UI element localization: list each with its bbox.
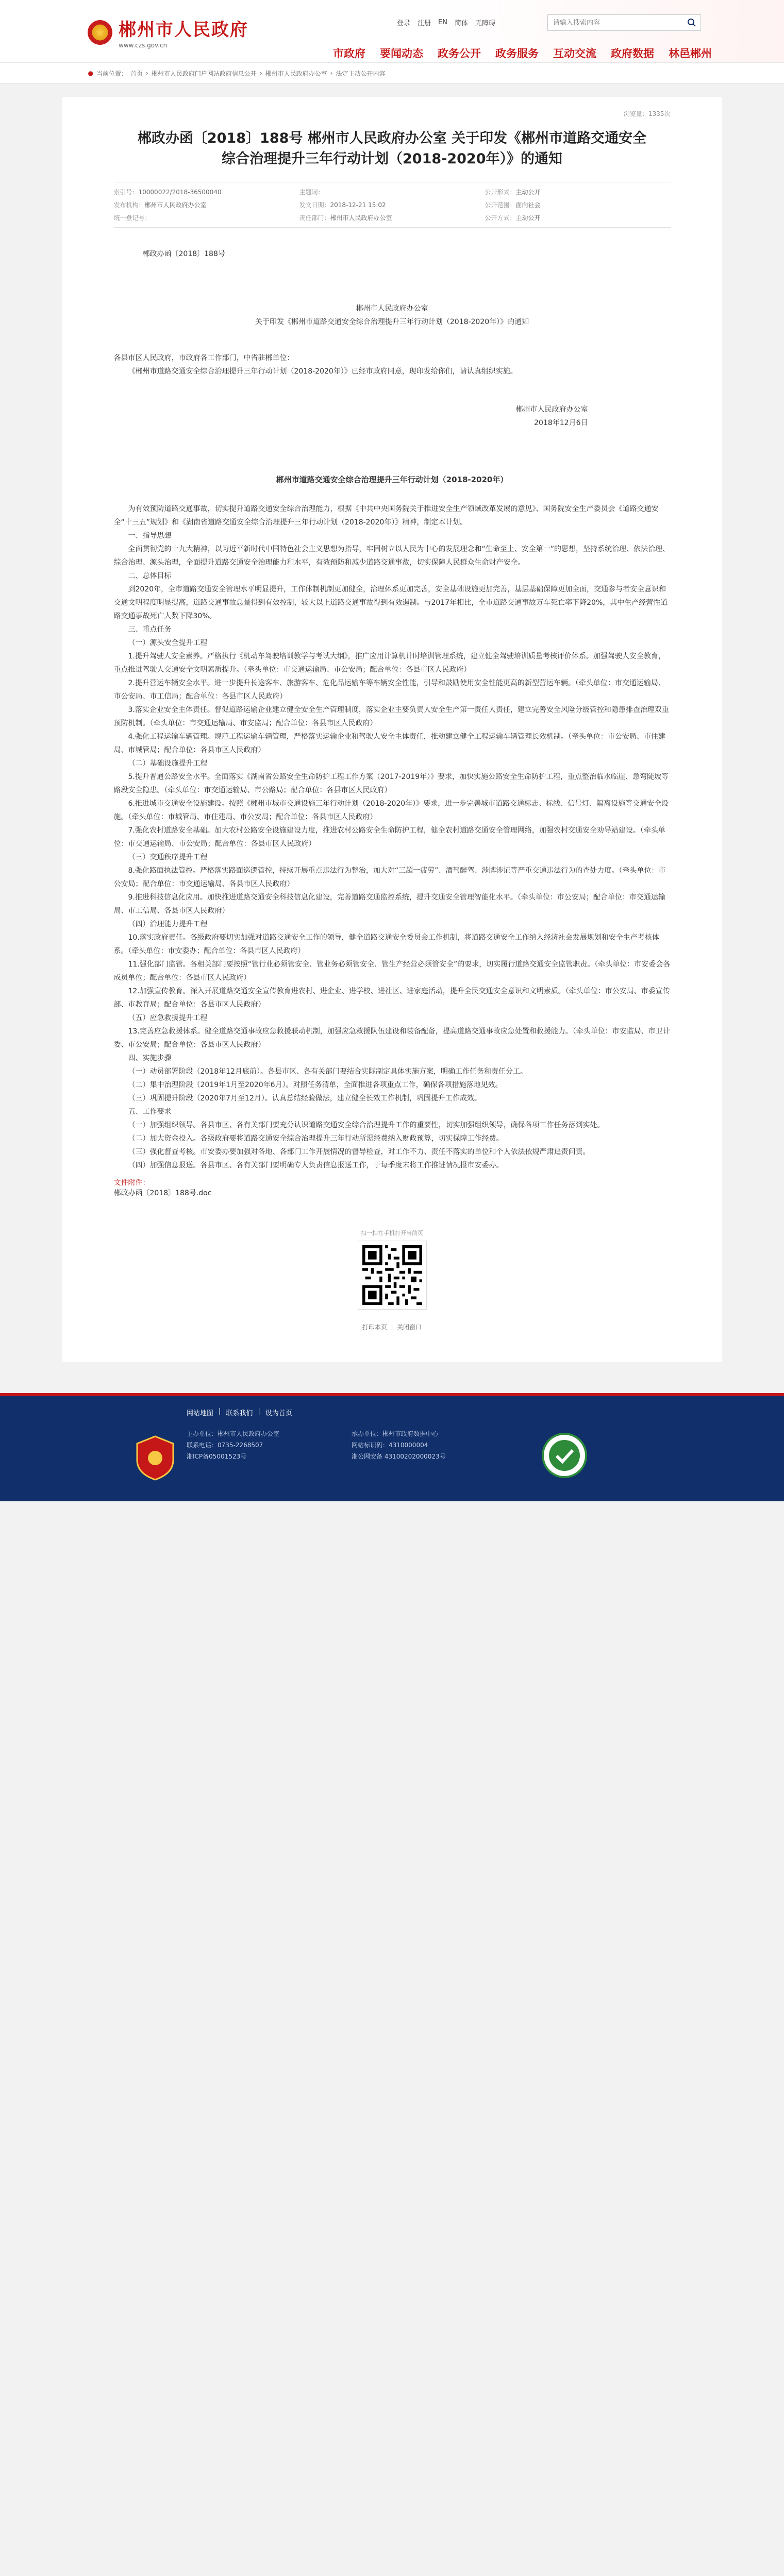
plan-paragraph: 2.提升营运车辆安全水平。进一步提升长途客车、旅游客车、危化品运输车等车辆安全性能，引导和鼓励使用安全性能更高的新型营运车辆。（牵头单位：市交通运输局、市公安局、市工信局；配合单位：各县市区人民政府）: [113, 679, 665, 701]
sign-org: 郴州市人民政府办公室: [515, 405, 588, 414]
footer-info-item[interactable]: 湘公网安备 43100202000023号: [352, 1453, 446, 1460]
footer-info-item[interactable]: 湘ICP备05001523号: [187, 1453, 247, 1460]
article-title: 郴政办函〔2018〕188号 郴州市人民政府办公室 关于印发《郴州市道路交通安全综合治理提升三年行动计划（2018-2020年）》的通知: [137, 130, 647, 167]
breadcrumb: ● 当前位置： 首页 › 郴州市人民政府门户网站政府信息公开 › 郴州市人民政府办公室 › 法定主动公开内容: [88, 70, 386, 77]
meta-key: 公开范围：: [485, 201, 516, 209]
site-domain: www.czs.gov.cn: [119, 42, 168, 49]
contact-link[interactable]: 联系我们: [226, 1410, 253, 1417]
plan-paragraph: 五、工作要求: [128, 1108, 172, 1116]
footer-info-item: 网站标识码：4310000004: [352, 1442, 428, 1449]
attachment-label: 文件附件：: [113, 1179, 150, 1187]
plan-paragraph: 6.推进城市交通安全设施建设。按照《郴州市城市交通设施三年行动计划（2018-2020年）》要求，进一步完善城市道路交通标志、标线、信号灯、隔离设施等交通安全设施。（牵头单位：市城管局、市住建局、市公安局；配合单位：各县市区人民政府）: [113, 800, 669, 821]
search-button[interactable]: [683, 15, 700, 30]
plan-paragraph: 二、总体目标: [128, 572, 172, 580]
plan-paragraph: （三）强化督查考核。市安委办要加强对各地、各部门工作开展情况的督导检查，对工作不力、责任不落实的单位和个人依法依规严肃追责问责。: [128, 1148, 590, 1156]
breadcrumb-item[interactable]: 法定主动公开内容: [336, 70, 386, 77]
main-nav: [333, 45, 712, 61]
close-window-button[interactable]: 关闭窗口: [397, 1324, 422, 1331]
signature: [114, 403, 671, 430]
party-gov-badge-icon[interactable]: [134, 1434, 176, 1482]
breadcrumb-item[interactable]: 郴州市人民政府办公室: [265, 70, 327, 77]
accessibility-link[interactable]: 无障碍: [475, 20, 496, 27]
meta-key: 发布机构：: [113, 201, 145, 209]
plan-paragraph: （一）加强组织领导。各县市区、各有关部门要充分认识道路交通安全综合治理提升工作的重要性，切实加强组织领导，确保各项工作任务落到实处。: [128, 1121, 605, 1129]
meta-value: 郴州市人民政府办公室: [144, 201, 207, 209]
plan-paragraph: 13.完善应急救援体系。健全道路交通事故应急救援联动机制，加强应急救援队伍建设和装备配备，提高道路交通事故应急处置和救援能力。（牵头单位：市安监局、市卫计委、市公安局；配合单位：各县市区人民政府）: [113, 1027, 670, 1049]
breadcrumb-bar: [0, 63, 784, 83]
set-homepage-link[interactable]: 设为首页: [265, 1410, 292, 1417]
plan-paragraph: 11.强化部门监管。各相关部门要按照“管行业必须管安全、管业务必须管安全、管生产经营必须管安全”的要求，切实履行道路交通安全监管职责。（牵头单位：市安委会各成员单位；配合单位：各县市区人民政府）: [113, 960, 671, 982]
site-title: 郴州市人民政府: [119, 20, 248, 40]
notice-body: [114, 351, 671, 378]
plan-paragraph: （二）加大资金投入。各级政府要将道路交通安全综合治理提升三年行动所需经费纳入财政预算，切实保障工作经费。: [128, 1134, 504, 1143]
article-card: [62, 97, 722, 1362]
plan-paragraph: 7.强化农村道路安全基础。加大农村公路安全设施建设力度，推进农村公路安全生命防护工程，健全农村道路交通安全管理网络，加强农村交通安全劝导站建设。（牵头单位：市交通运输局、市公安局；配合单位：各县市区人民政府）: [113, 826, 665, 848]
plan-title: 郴州市道路交通安全综合治理提升三年行动计划（2018-2020年）: [276, 475, 508, 484]
salutation: 各县市区人民政府，市政府各工作部门，中省驻郴单位：: [113, 354, 294, 362]
meta-value: 10000022/2018-36500040: [138, 189, 222, 196]
national-emblem-icon: ★: [88, 20, 112, 45]
plan-paragraph: （四）加强信息报送。各县市区、各有关部门要明确专人负责信息报送工作，于每季度末将工作推进情况报市安委办。: [128, 1161, 504, 1170]
plan-paragraph: 为有效预防道路交通事故，切实提升道路交通安全综合治理能力，根据《中共中央国务院关于推进安全生产领域改革发展的意见》、国务院安全生产委员会《道路交通安全“十三五”规划》和《湖南省道路交通安全综合治理提升三年行动计划（2018-2020年）》精神，制定本计划。: [113, 505, 659, 527]
print-button[interactable]: 打印本页: [362, 1324, 387, 1331]
plan-paragraph: 5.提升普通公路安全水平。全面落实《湖南省公路安全生命防护工程工作方案（2017-2019年）》要求，加快实施公路安全生命防护工程，重点整治临水临崖、急弯陡坡等路段安全隐患。（牵头单位：市交通运输局、市公路局；配合单位：各县市区人民政府）: [113, 773, 669, 794]
plan-paragraph: （五）应急救援提升工程: [128, 1014, 208, 1022]
print-links: 打印本页 | 关闭窗口: [362, 1324, 422, 1331]
sign-date: 2018年12月6日: [534, 419, 588, 427]
visit-count: 浏览量：1335次: [623, 110, 671, 117]
plan-paragraph: （二）基础设施提升工程: [128, 759, 208, 768]
qr-block: [114, 1229, 671, 1311]
search-box: [547, 14, 701, 31]
plan-paragraph: （三）巩固提升阶段（2020年7月至12月）。认真总结经验做法，建立健全长效工作机制，巩固提升工作成效。: [128, 1094, 481, 1103]
plan-paragraph: 10.落实政府责任。各级政府要切实加强对道路交通安全工作的领导，健全道路交通安全委员会工作机制，将道路交通安全工作纳入经济社会发展规划和安全生产考核体系。（牵头单位：市安委办；配合单位：各县市区人民政府）: [113, 934, 659, 955]
article-meta: [114, 182, 671, 228]
breadcrumb-item[interactable]: 首页: [130, 70, 143, 77]
qr-tip: 扫一扫在手机打开当前页: [361, 1230, 423, 1236]
nav-city-government[interactable]: 市政府: [333, 47, 365, 60]
plan-paragraph: （一）源头安全提升工程: [128, 639, 208, 647]
plan-paragraph: 12.加强宣传教育。深入开展道路交通安全宣传教育进农村、进企业、进学校、进社区、进家庭活动，提升全民交通安全意识和文明素质。（牵头单位：市公安局、市委宣传部、市教育局；配合单位：各县市区人民政府）: [113, 987, 670, 1009]
nav-open-affairs[interactable]: 政务公开: [438, 47, 481, 60]
error-correction-badge-icon[interactable]: [541, 1432, 588, 1479]
attachment-file[interactable]: 郴政办函〔2018〕188号.doc: [113, 1189, 212, 1197]
footer-info: [187, 1428, 527, 1462]
site-logo[interactable]: [88, 15, 248, 49]
plan-paragraph: 全面贯彻党的十九大精神，以习近平新时代中国特色社会主义思想为指导，牢固树立以人民为中心的发展理念和“生命至上、安全第一”的思想，坚持系统治理、依法治理、综合治理、源头治理，全面提升道路交通安全治理能力和水平，有效预防和减少道路交通事故，切实保障人民群众生命财产安全。: [113, 545, 670, 567]
plan-paragraph: 9.推进科技信息化应用。加快推进道路交通安全科技信息化建设，完善道路交通监控系统，提升交通安全管理智能化水平。（牵头单位：市公安局；配合单位：市交通运输局、市工信局、各县市区人民政府）: [113, 893, 665, 915]
nav-news[interactable]: 要闻动态: [380, 47, 423, 60]
site-footer: [0, 1393, 784, 1501]
simplified-link[interactable]: 简体: [454, 20, 468, 27]
plan-paragraph: 4.强化工程运输车辆管理。规范工程运输车辆管理，严格落实运输企业和驾驶人安全主体责任，推动建立健全工程运输车辆管理长效机制。（牵头单位：市公安局、市住建局、市城管局；配合单位：各县市区人民政府）: [113, 733, 665, 754]
meta-value: 郴州市人民政府办公室: [330, 214, 392, 222]
search-icon: [687, 18, 696, 27]
nav-data[interactable]: 政府数据: [611, 47, 654, 60]
plan-paragraph: 3.落实企业安全主体责任。督促道路运输企业建立健全安全生产管理制度，落实企业主要负责人安全生产第一责任人责任，建立完善安全风险分级管控和隐患排查治理双重预防机制。（牵头单位：市交通运输局、市安监局；配合单位：各县市区人民政府）: [113, 706, 669, 727]
footer-info-item: 承办单位：郴州市政府数据中心: [352, 1430, 439, 1437]
plan-paragraph: （一）动员部署阶段（2018年12月底前）。各县市区、各有关部门要结合实际制定具体实施方案，明确工作任务和责任分工。: [128, 1067, 527, 1076]
breadcrumb-label: 当前位置：: [96, 70, 127, 77]
meta-key: 责任部门：: [299, 214, 330, 222]
plan-paragraph: 四、实施步骤: [128, 1054, 172, 1062]
meta-key: 主题词：: [299, 189, 324, 196]
document-code: 郴政办函〔2018〕188号: [142, 250, 225, 258]
notice-header: [114, 302, 671, 329]
meta-key: 发文日期：: [299, 201, 330, 209]
plan-paragraph: （四）治理能力提升工程: [128, 920, 208, 928]
nav-interaction[interactable]: 互动交流: [553, 47, 596, 60]
footer-info-item: 主办单位：郴州市人民政府办公室: [187, 1430, 280, 1437]
meta-key: 统一登记号：: [113, 214, 151, 222]
breadcrumb-item[interactable]: 郴州市人民政府门户网站政府信息公开: [151, 70, 257, 77]
nav-linyi-chenzhou[interactable]: 林邑郴州: [669, 47, 712, 60]
plan-paragraph: 三、重点任务: [128, 625, 172, 634]
plan-paragraph: 到2020年，全市道路交通安全管理水平明显提升，工作体制机制更加健全，治理体系更加完善，安全基础设施更加完善，基层基础保障更加全面，交通参与者安全意识和交通文明程度明显提高，道路交通事故总量得到有效控制，较大以上道路交通事故得到有效遏制。与2017年相比，全市道路交通事故万车死亡率下降20%，其中生产经营性道路交通事故死亡人数下降30%。: [113, 585, 668, 620]
meta-value: 主动公开: [515, 214, 541, 222]
plan-paragraph: 1.提升驾驶人安全素养。严格执行《机动车驾驶培训教学与考试大纲》，推广应用计算机计时培训管理系统，建立健全驾驶培训质量考核评价体系。加强驾驶人安全教育，重点推进驾驶人交通安全文明素质提升。（牵头单位：市交通运输局、市公安局；配合单位：各县市区人民政府）: [113, 652, 665, 674]
qr-code-icon: [358, 1241, 426, 1309]
plan-paragraph: 8.强化路面执法管控。严格落实路面巡逻管控，持续开展重点违法行为整治，加大对“三超一疲劳”、酒驾醉驾、涉牌涉证等严重交通违法行为的查处力度。（牵头单位：市公安局；配合单位：市交通运输局、各县市区人民政府）: [113, 867, 666, 888]
meta-value: 主动公开: [515, 189, 541, 196]
login-link[interactable]: 登录: [397, 20, 411, 27]
intro-paragraph: 《郴州市道路交通安全综合治理提升三年行动计划（2018-2020年）》已经市政府同意，现印发给你们，请认真组织实施。: [128, 367, 518, 376]
notice-title: 关于印发《郴州市道路交通安全综合治理提升三年行动计划（2018-2020年）》的通知: [255, 318, 529, 326]
sitemap-link[interactable]: 网站地图: [187, 1410, 214, 1417]
plan-paragraph: （三）交通秩序提升工程: [128, 853, 208, 861]
english-link[interactable]: EN: [438, 19, 447, 26]
location-pin-icon: ●: [88, 70, 93, 77]
plan-body: [114, 502, 671, 1172]
meta-value: 2018-12-21 15:02: [330, 201, 386, 209]
top-links: [397, 18, 495, 27]
plan-paragraph: （二）集中治理阶段（2019年1月至2020年6月）。对照任务清单，全面推进各项重点工作，确保各项措施落地见效。: [128, 1081, 503, 1089]
footer-info-item: 联系电话：0735-2268507: [187, 1442, 263, 1449]
attachment: [114, 1177, 671, 1198]
site-header: [0, 0, 784, 63]
meta-value: 面向社会: [515, 201, 541, 209]
meta-key: 公开形式：: [485, 189, 516, 196]
issuer: 郴州市人民政府办公室: [356, 304, 428, 313]
footer-links: 网站地图 | 联系我们 | 设为首页: [187, 1408, 292, 1417]
search-input[interactable]: [548, 19, 683, 27]
plan-paragraph: 一、指导思想: [128, 532, 172, 540]
register-link[interactable]: 注册: [418, 20, 431, 27]
nav-services[interactable]: 政务服务: [495, 47, 539, 60]
meta-key: 索引号：: [113, 189, 139, 196]
meta-key: 公开方式：: [485, 214, 516, 222]
